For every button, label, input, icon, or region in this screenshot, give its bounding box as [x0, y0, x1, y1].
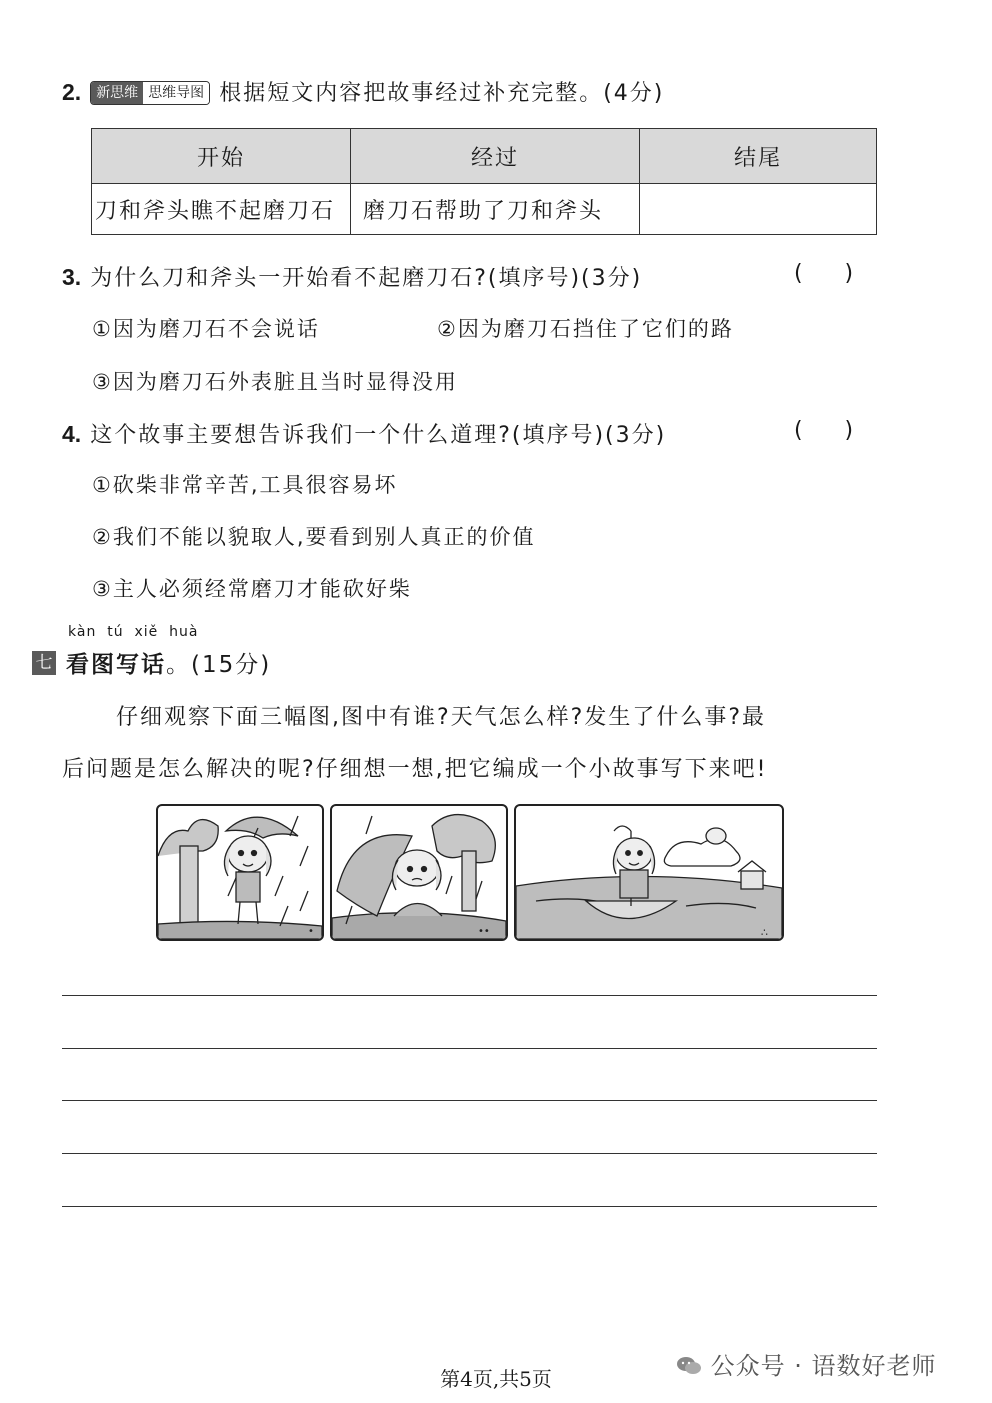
wechat-icon	[676, 1354, 702, 1374]
badge-light-label: 思维导图	[143, 82, 209, 104]
puppy-in-rain-illustration	[158, 806, 322, 939]
new-thinking-badge	[90, 81, 210, 105]
picture-2	[330, 804, 508, 941]
page-number: 第4页,共5页	[440, 1367, 552, 1391]
q4-option-1: ①砍柴非常辛苦,工具很容易坏	[92, 473, 398, 497]
picture-2-dots: ••	[478, 926, 490, 937]
table-header-start: 开始	[92, 129, 351, 184]
picture-3-dots: ∴	[761, 926, 768, 939]
question-number: 4.	[62, 421, 82, 447]
answer-parentheses[interactable]: ( )	[794, 418, 854, 443]
question-text: 这个故事主要想告诉我们一个什么道理?(填序号)(3分)	[90, 423, 667, 448]
q3-option-1: ①因为磨刀石不会说话	[92, 317, 320, 341]
puppy-umbrella-boat-illustration	[516, 806, 782, 939]
section-score: 。(15分)	[166, 652, 272, 678]
section-title-text: 看图写话	[66, 652, 166, 678]
watermark-text: 公众号 · 语数好老师	[710, 1352, 937, 1380]
section-pinyin: kàn tú xiě huà	[68, 624, 199, 640]
question-4	[62, 418, 666, 449]
writing-line-4[interactable]	[62, 1153, 877, 1154]
picture-3	[514, 804, 784, 941]
puppy-fallen-umbrella-illustration	[332, 806, 506, 939]
table-cell-middle: 磨刀石帮助了刀和斧头	[351, 184, 640, 235]
writing-line-2[interactable]	[62, 1048, 877, 1049]
instruction-line-2: 后问题是怎么解决的呢?仔细想一想,把它编成一个小故事写下来吧!	[62, 757, 768, 782]
table-cell-start: 刀和斧头瞧不起磨刀石	[92, 184, 351, 235]
writing-line-5[interactable]	[62, 1206, 877, 1207]
badge-dark-label: 新思维	[91, 82, 143, 104]
q3-option-2: ②因为磨刀石挡住了它们的路	[437, 317, 734, 341]
answer-parentheses[interactable]: ( )	[794, 261, 854, 286]
q4-option-3: ③主人必须经常磨刀才能砍好柴	[92, 577, 412, 601]
question-number: 2.	[62, 79, 82, 105]
question-number: 3.	[62, 264, 82, 290]
story-table	[91, 128, 877, 235]
q3-option-3: ③因为磨刀石外表脏且当时显得没用	[92, 370, 458, 394]
q4-option-2: ②我们不能以貌取人,要看到别人真正的价值	[92, 525, 536, 549]
instruction-line-1: 仔细观察下面三幅图,图中有谁?天气怎么样?发生了什么事?最	[116, 705, 767, 730]
question-3	[62, 261, 642, 292]
question-2	[62, 76, 664, 107]
writing-line-3[interactable]	[62, 1100, 877, 1101]
table-header-end: 结尾	[640, 129, 877, 184]
table-cell-end-blank[interactable]	[640, 184, 877, 235]
wechat-watermark	[676, 1346, 937, 1381]
table-header-middle: 经过	[351, 129, 640, 184]
picture-1	[156, 804, 324, 941]
section-marker: 七	[32, 651, 56, 675]
writing-line-1[interactable]	[62, 995, 877, 996]
question-text: 根据短文内容把故事经过补充完整。(4分)	[219, 81, 665, 106]
picture-1-dots: •	[308, 926, 314, 937]
question-text: 为什么刀和斧头一开始看不起磨刀石?(填序号)(3分)	[90, 266, 643, 291]
section-title	[66, 646, 271, 679]
